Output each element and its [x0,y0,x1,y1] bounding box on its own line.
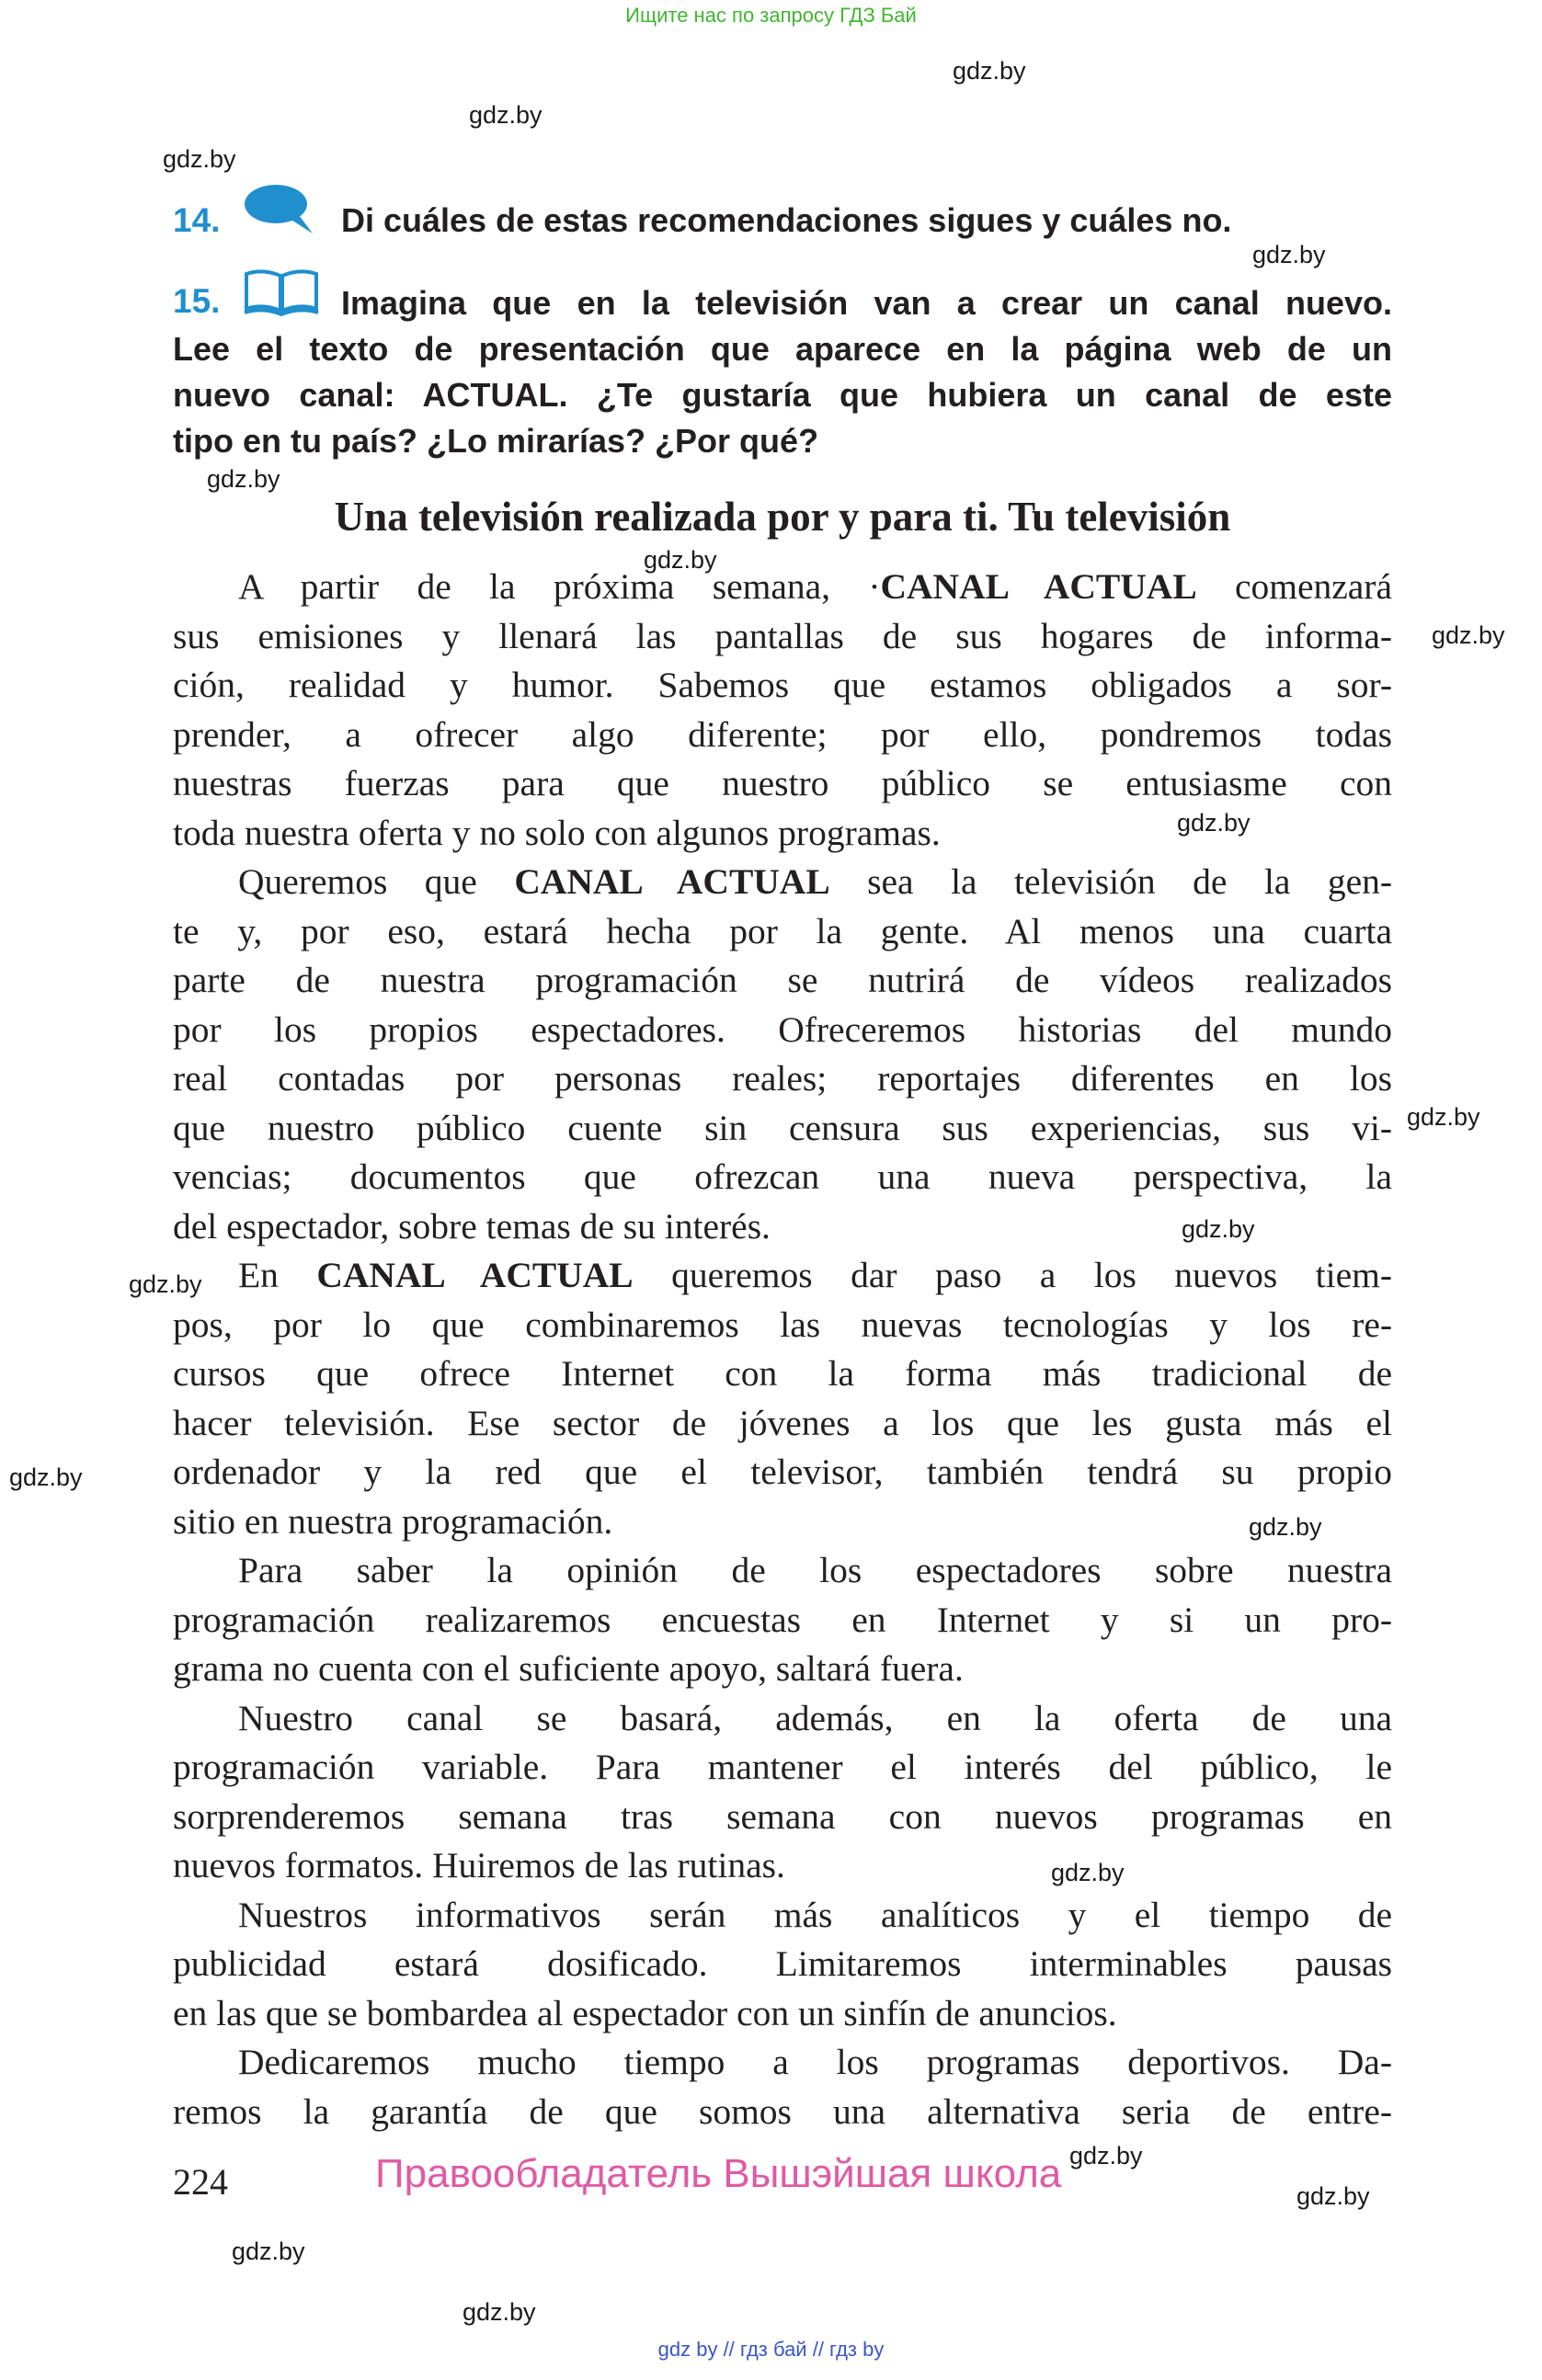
exercise-14-number: 14. [173,201,221,239]
article-line: cursos que ofrece Internet con la forma más tradicional de [173,1353,1392,1394]
article-line: ordenador y la red que el televisor, también tendrá su propio [173,1452,1392,1492]
article-line: vencias; documentos que ofrezcan una nueva perspectiva, la [173,1156,1392,1197]
article-line: Dedicaremos mucho tiempo a los programas deportivos. Da- [238,2042,1392,2082]
article-line: sorprenderemos semana tras semana con nuevos programas en [173,1795,1392,1837]
watermark: gdz.by [1051,1859,1125,1886]
watermark: gdz.by [1177,809,1251,837]
exercise-15-line: Imagina que en la televisión van a crear un canal nuevo. [341,284,1392,322]
article-line: real contadas por personas reales; reportajes diferentes en los [173,1058,1392,1099]
article-line: te y, por eso, estará hecha por la gente. Al menos una cuarta [173,910,1392,951]
article-line: Para saber la opinión de los espectadores sobre nuestra [238,1550,1392,1590]
exercise-15-text [173,280,1392,464]
page-number: 224 [173,2161,228,2203]
watermark: gdz.by [9,1463,83,1491]
article-title: Una televisión realizada por y para ti. Tu televisión [334,494,1231,540]
article-line: en las que se bombardea al espectador con un sinfín de anuncios. [173,1992,1117,2033]
exercise-15-line: Lee el texto de presentación que aparece en la página web de un [173,330,1392,368]
watermark: gdz.by [163,145,236,173]
speech-bubble-icon [243,182,316,235]
article-line: Queremos que CANAL ACTUAL sea la televisión de la gen- [238,861,1393,902]
article-line: remos la garantía de que somos una alternativa seria de entre- [173,2090,1392,2132]
watermark: gdz.by [953,57,1026,85]
article-line: del espectador, sobre temas de su interés. [173,1205,771,1247]
watermark: gdz.by [1296,2182,1370,2210]
article-line: grama no cuenta con el suficiente apoyo, saltará fuera. [173,1648,964,1689]
watermark: gdz.by [644,546,717,574]
article-line: prender, a ofrecer algo diferente; por ello, pondremos todas [173,713,1392,755]
article-line: sitio en nuestra programación. [173,1500,613,1542]
watermark: gdz.by [207,465,280,493]
article-line: Nuestro canal se basará, además, en la oferta de una [238,1697,1392,1738]
article-line: En CANAL ACTUAL queremos dar paso a los nuevos tiem- [238,1255,1393,1295]
watermark: gdz.by [1252,241,1326,268]
watermark: gdz.by [1407,1103,1480,1131]
article-line: parte de nuestra programación se nutrirá de vídeos realizados [173,960,1392,1000]
watermark: gdz.by [469,101,543,129]
exercise-15-number: 15. [173,282,221,320]
article-line: A partir de la próxima semana, ·CANAL ACTUAL comenzará [238,566,1392,607]
exercise-15-line: nuevo canal: ACTUAL. ¿Te gustaría que hubiera un canal de este [173,376,1392,414]
article-body [173,563,1392,2136]
article-line: pos, por lo que combinaremos las nuevas tecnologías y los re- [173,1304,1392,1345]
article-line: sus emisiones y llenará las pantallas de sus hogares de informa- [173,615,1392,656]
article-line: nuevos formatos. Huiremos de las rutinas. [173,1845,785,1885]
article-line: programación realizaremos encuestas en Internet y si un pro- [173,1599,1392,1640]
article-line: hacer televisión. Ese sector de jóvenes a los que les gusta más el [173,1402,1392,1443]
top-banner[interactable]: Ищите нас по запросу ГДЗ Бай [625,4,917,27]
article-line: programación variable. Para mantener el interés del público, le [173,1747,1392,1787]
article-line: publicidad estará dosificado. Limitaremos interminables pausas [173,1943,1392,1984]
watermark: gdz.by [1249,1513,1322,1541]
watermark: gdz.by [1182,1215,1255,1243]
article-line: por los propios espectadores. Ofreceremos historias del mundo [173,1008,1392,1050]
article-line: ción, realidad y humor. Sabemos que estamos obligados a sor- [173,665,1392,705]
article-line: nuestras fuerzas para que nuestro público se entusiasme con [173,763,1392,803]
article-line: Nuestros informativos serán más analíticos y el tiempo de [238,1894,1392,1935]
bottom-links[interactable]: gdz by // гдз бай // гдз by [657,2338,885,2361]
exercise-14-text: Di cuáles de estas recomendaciones sigues y cuáles no. [341,201,1232,239]
watermark: gdz.by [1432,621,1505,649]
exercise-15-line: tipo en tu país? ¿Lo mirarías? ¿Por qué? [173,422,819,460]
article-line: toda nuestra oferta y no solo con algunos programas. [173,812,941,853]
watermark: gdz.by [1069,2142,1143,2169]
article-line: que nuestro público cuente sin censura sus experiencias, sus vi- [173,1107,1392,1148]
watermark: gdz.by [463,2298,536,2326]
watermark: gdz.by [129,1270,202,1298]
copyright-holder: Правообладатель Вышэйшая школа [375,2151,1062,2196]
watermark: gdz.by [232,2238,305,2265]
